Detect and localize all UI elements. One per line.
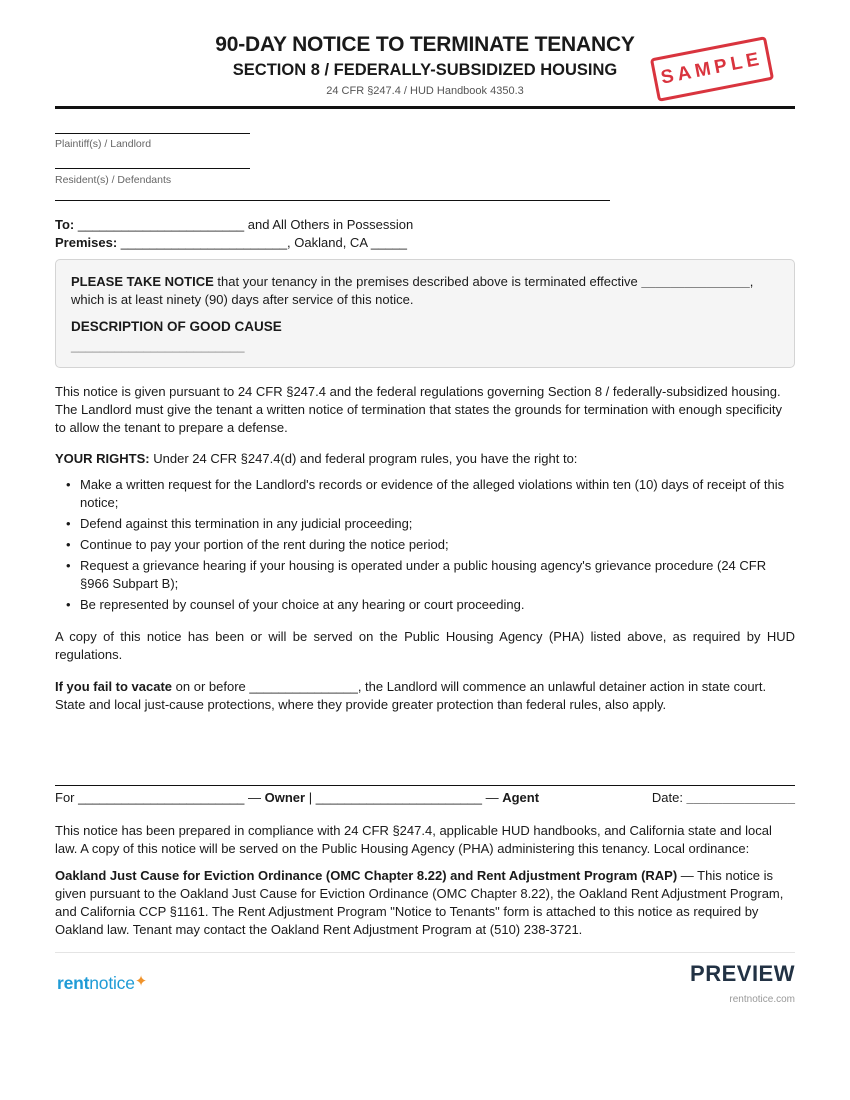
signature-separator: | _______________________ — xyxy=(305,790,503,805)
notice-body: that your tenancy in the premises described above is terminated effective xyxy=(213,274,642,289)
plaintiff-signature-line xyxy=(55,133,250,134)
date-label: Date: xyxy=(651,790,687,805)
rights-lead: YOUR RIGHTS: xyxy=(55,451,150,466)
sample-stamp: SAMPLE xyxy=(650,36,774,102)
list-item: • Defend against this termination in any judicial proceeding; xyxy=(55,515,795,533)
rights-intro-text: Under 24 CFR §247.4(d) and federal program rules, you have the right to: xyxy=(149,451,578,466)
owner-label: Owner xyxy=(264,790,306,805)
agent-label: Agent xyxy=(502,790,540,805)
date-blank: _______________ xyxy=(686,790,795,805)
good-cause-blank: ________________________ xyxy=(71,338,245,353)
effective-date-blank: _______________ xyxy=(641,274,750,289)
rights-list xyxy=(55,476,795,617)
logo-notice: notice xyxy=(89,973,135,993)
header-rule xyxy=(55,106,795,109)
pha-paragraph: A copy of this notice has been or will be served on the Public Housing Agency (PHA) listed above, as required by HUD regulations. xyxy=(55,629,795,662)
termination-notice-text xyxy=(71,273,779,309)
notice-box xyxy=(55,259,795,368)
list-item: • Be represented by counsel of your choice at any hearing or court proceeding. xyxy=(55,596,795,614)
good-cause-heading: DESCRIPTION OF GOOD CAUSE xyxy=(71,319,282,334)
rentnotice-logo[interactable] xyxy=(57,973,147,994)
notice-body-end: , which is at least ninety (90) days after service of this notice. xyxy=(71,274,754,307)
sparkle-icon: ✦ xyxy=(134,973,148,990)
for-text: For _______________________ — xyxy=(55,790,265,805)
caption-rule xyxy=(55,200,610,201)
footer-rule xyxy=(55,952,795,953)
signature-rule xyxy=(55,785,795,786)
compliance-paragraph: This notice has been prepared in compliance with 24 CFR §247.4, applicable HUD handbooks, and California state and local law. A copy of this notice will be served on the Public Housing Agency (PHA) administering this tenancy. Local ordinance: xyxy=(55,823,772,856)
preview-label: PREVIEW xyxy=(690,961,795,986)
signature-date xyxy=(652,790,795,805)
document-citation: 24 CFR §247.4 / HUD Handbook 4350.3 xyxy=(326,85,524,97)
premises-line xyxy=(55,235,407,250)
document-subtitle: SECTION 8 / FEDERALLY-SUBSIDIZED HOUSING xyxy=(232,61,618,79)
list-item: • Make a written request for the Landlord's records or evidence of the alleged violations within ten (10) days of receipt of this notice; xyxy=(55,476,795,512)
list-item: • Request a grievance hearing if your housing is operated under a public housing agency's grievance procedure (24 CFR §966 Subpart B); xyxy=(55,557,795,593)
vacate-text: on or before _______________, the Landlord will commence an unlawful detainer action in state court. State and local just-cause protections, where they provide greater protection than federal rules, also apply. xyxy=(55,679,767,712)
ordinance-paragraph xyxy=(55,867,795,939)
premises-label: Premises: xyxy=(55,235,118,250)
ordinance-text: — This notice is given pursuant to the Oakland Just Cause for Eviction Ordinance (OMC Chapter 8.22), the Oakland Rent Adjustment Program, and California CCP §1161. The Rent Adjustment Program "Notice to Tenants" form is attached to this notice as required by Oakland law. Tenant may contact the Oakland Rent Adjustment Program at (510) 238-3721. xyxy=(55,868,784,937)
to-value: _______________________ and All Others in Possession xyxy=(74,217,414,232)
premises-value: _______________________, Oakland, CA _____ xyxy=(117,235,408,250)
defendant-signature-line xyxy=(55,168,250,169)
defendant-label: Resident(s) / Defendants xyxy=(55,174,172,186)
vacate-lead: If you fail to vacate xyxy=(55,679,173,694)
logo-rent: rent xyxy=(57,973,90,993)
to-line xyxy=(55,217,413,232)
to-label: To: xyxy=(55,217,75,232)
regulation-paragraph: This notice is given pursuant to 24 CFR §247.4 and the federal regulations governing Section 8 / federally-subsidized housing. The Landlord must give the tenant a written notice of termination that states the grounds for termination with enough specificity to allow the tenant to prepare a defense. xyxy=(55,384,782,435)
rights-intro xyxy=(55,450,795,468)
site-link[interactable]: rentnotice.com xyxy=(729,994,795,1005)
vacate-paragraph xyxy=(55,678,795,714)
ordinance-lead: Oakland Just Cause for Eviction Ordinance (OMC Chapter 8.22) and Rent Adjustment Program (RAP) xyxy=(55,868,678,883)
plaintiff-label: Plaintiff(s) / Landlord xyxy=(55,138,152,150)
notice-lead: PLEASE TAKE NOTICE xyxy=(71,274,214,289)
list-item: • Continue to pay your portion of the rent during the notice period; xyxy=(55,536,795,554)
document-title: 90-DAY NOTICE TO TERMINATE TENANCY xyxy=(215,33,635,56)
